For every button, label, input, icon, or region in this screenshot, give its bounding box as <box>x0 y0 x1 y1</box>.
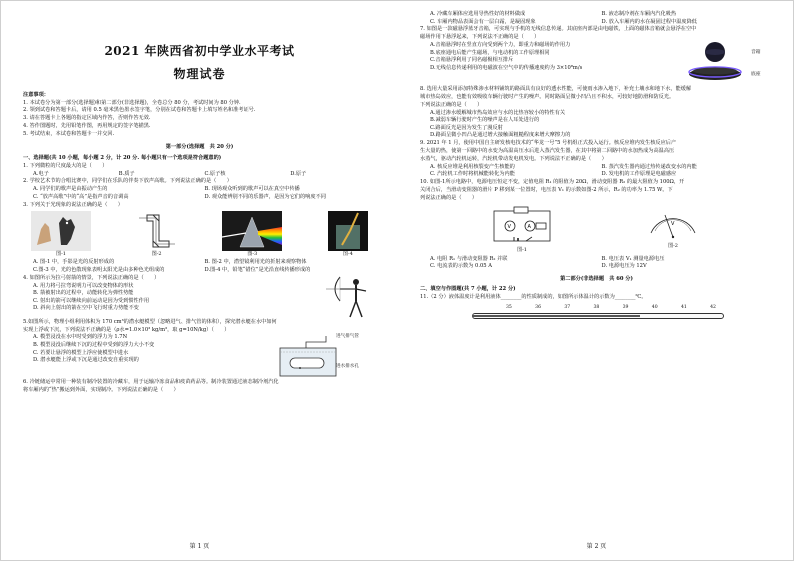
voltmeter-figure <box>643 203 703 254</box>
question-9-cont: 水蒸气，驱动汽轮机运转，汽轮机带动发电机发电。下列说法不正确的是（ ） <box>420 155 607 162</box>
question-6: 6. 冷链储运中常用一种装有制冷装置的冷藏车，用于运输冷冻食品和疫苗药品等。制冷装置通过液态制冷剂汽化 <box>23 378 279 385</box>
question-7-cont: 磁场作用下悬浮起来，下列说法不正确的是（ ） <box>420 34 540 41</box>
figure-caption: 图-1 <box>56 251 66 258</box>
question-10-figures <box>420 203 773 254</box>
option: D.无线信息传递利用的电磁波在空气中的传播速度约为 3×10⁸m/s <box>430 64 583 71</box>
option: C. 若要让悬浮的模型上浮应使模型中进水 <box>33 349 129 356</box>
option: A. 电阻 R₁ 与滑动变阻器 R₂ 并联 <box>430 255 508 262</box>
option: B. 图-2 中，潜望镜利用光的折射来观察物体 <box>204 259 307 266</box>
question-5-block <box>23 334 376 378</box>
option: D. 潜水艇能上浮或下沉是通过改变自重实现的 <box>33 357 139 364</box>
option: A.音箱悬浮时在竖直方向受到两个力，即重力和磁场的作用力 <box>430 42 571 49</box>
notes-heading: 注意事项： <box>23 91 49 98</box>
question-4-options <box>23 283 326 313</box>
option: D. 观众能辨别不同的乐器声，是因为它们的响度不同 <box>204 193 326 200</box>
question-3: 3. 下列关于光现象的说法正确的是（ ） <box>23 201 123 208</box>
option: D.路面呈微小凹凸是通过增大接触面粗糙程度来增大摩擦力的 <box>430 132 571 139</box>
option: A. 模型浸没在水中时受到的浮力为 1.7N <box>33 334 128 341</box>
option: C. 射出的箭可以继续向前运动是因为受到惯性作用 <box>33 297 150 304</box>
figure-caption: 图-3 <box>247 251 258 258</box>
figure-caption: 图-1 <box>517 247 527 254</box>
option: C.图-3 中，光的色散现象表明太阳光是由多种色光组成的 <box>33 266 165 273</box>
question-7-block <box>420 42 773 86</box>
question-3-options <box>23 259 376 274</box>
option: C. “放声高歌”中的“高”是指声音的音调高 <box>33 193 129 200</box>
question-6-options <box>420 11 773 26</box>
question-3-figures <box>23 211 376 258</box>
section-2-heading: 二、填空与作图题(共 7 小题，计 22 分) <box>420 286 516 293</box>
submarine-figure <box>276 334 376 378</box>
question-9-options <box>420 164 773 179</box>
tick-label: 39 <box>622 305 629 311</box>
figure-caption: 图-2 <box>151 251 162 258</box>
question-8-cont: 下列说法正确的是（ ） <box>420 101 483 108</box>
note-item: 2. 领到试卷和答题卡后，请用 0.5 毫米黑色墨水签字笔，分别在试卷和答题卡上填写姓名和准考证号. <box>23 107 256 114</box>
exam-title: 2021 年陕西省初中学业水平考试 <box>104 44 295 58</box>
option: A. 图-1 中，手影是光的反射形成的 <box>33 259 115 266</box>
tick-label: 37 <box>564 305 571 311</box>
figure-label: 进水排水孔 <box>336 364 359 370</box>
question-10-cont: 关闭合后，当滑动变阻器的滑片 P 移到某一位置时，电压表 V₁ 的示数如图-2 所示，R₂ 的功率为 1.75 W。下 <box>420 186 673 193</box>
tick-label: 41 <box>680 305 687 311</box>
question-8: 8. 选用大量采用添加特殊渗水材料铺筑的路面具有良好的透水性能，可使雨水渗入地下，补充土壤水和地下水，能缓解 <box>420 86 692 93</box>
figure-pencil-in-water <box>328 211 368 258</box>
note-item: 4. 答作图题时，先用铅笔作图，再用规定的签字笔描黑. <box>23 123 151 130</box>
option: A. 同学们的歌声是由振动产生的 <box>33 186 108 193</box>
question-9-cont: 生大量的热，使第一回路中的水变为高温高压水后进入蒸汽发生器，在其中将第二回路中的水加热成为高温高压 <box>420 148 675 155</box>
question-8-options <box>420 110 773 140</box>
question-8-cont: 城市热岛效应，也能有效吸收车辆行驶时产生的噪声。同时路面呈微小凹凸且不积水，可较好地防滑和防反光。 <box>420 94 675 101</box>
option: B. 蒸汽发生器内通过热传递改变水的内能 <box>601 163 697 170</box>
part-1-heading: 第一部分(选择题 共 20 分) <box>165 144 234 151</box>
question-10-options <box>420 256 773 271</box>
option: B. 液态制冷剂在车厢内汽化吸热 <box>601 11 677 17</box>
option: C.路面反光是因为发生了漫反射 <box>430 124 503 131</box>
option: C.原子核 <box>204 170 226 177</box>
question-2: 2. 学校艺术节的合唱比赛中，同学们在乐队的伴奏下放声高歌。下列说法正确的是（ ） <box>23 178 232 185</box>
question-11: 11.（2 分）液体温度计是利用液体________的性质制成的，如图所示体温计的示数为________℃。 <box>420 293 647 300</box>
tick-label: 38 <box>593 305 600 311</box>
page-number: 第 2 页 <box>586 543 607 551</box>
figure-caption: 图-2 <box>668 243 678 250</box>
option: B. 电压表 V₁ 测量电源电压 <box>601 255 665 262</box>
thermometer-scale <box>506 305 716 313</box>
question-9: 9. 2021 年 1 月，使用中国自主研发核电技术的“华龙一号”5 号机组正式投入运行。核反应堆内发生核反应后产 <box>420 140 677 147</box>
page-number: 第 1 页 <box>189 543 210 551</box>
page-2 <box>398 1 794 561</box>
option: A.电子 <box>33 170 49 177</box>
option: D. 发电机的工作原理是电磁感应 <box>601 171 677 178</box>
exam-subtitle: 物理试卷 <box>173 67 226 82</box>
option: A. 核反应堆是利用核裂变产生核能的 <box>430 163 515 170</box>
option: D. 放入车厢内的水在凝固过程中温度降低 <box>601 18 697 25</box>
option: B.底座通电后能产生磁场，与电动机的工作原理相同 <box>430 49 550 56</box>
option: B.质子 <box>118 170 135 177</box>
question-2-options <box>23 186 376 201</box>
question-4-block <box>23 275 376 319</box>
option: A. 冷藏车厢体应选用导热性好的材料做成 <box>430 11 526 17</box>
question-5-options <box>23 334 276 378</box>
option: C. 车厢内物品表面会有一层白霜，是凝固现象 <box>430 18 536 25</box>
question-7-options <box>420 42 683 86</box>
tick-label: 35 <box>506 305 512 311</box>
part-2-heading: 第二部分(非选择题 共 60 分) <box>560 275 633 282</box>
question-10-cont: 列说法正确的是（ ） <box>420 194 478 201</box>
option: C. 汽轮机工作时将机械能转化为内能 <box>430 171 515 178</box>
figure-hand-shadow <box>31 211 91 258</box>
figure-periscope <box>137 211 177 258</box>
speaker-figure <box>683 42 773 86</box>
figure-label: 底座 <box>751 72 761 78</box>
option: B. 模型浸没后继续下沉的过程中受到的浮力大小不变 <box>33 341 155 348</box>
option: B.减弱车辆行驶时产生的噪声是在人耳处进行的 <box>430 117 540 124</box>
option: A. 用力将弓拉弯说明力可以改变物体的形状 <box>33 282 134 289</box>
tick-label: 40 <box>651 305 658 311</box>
note-item: 5. 考试结束，本试卷和答题卡一并交回. <box>23 130 115 137</box>
note-item: 3. 请在答题卡上各题的指定区域内作答，否则作答无效. <box>23 115 151 122</box>
question-5: 5.如图所示，物理小组利用体积为 170 cm³的潜水艇模型（忽略进气、排气管的体积），探究潜水艇在水中如何 <box>23 318 277 325</box>
question-1: 1. 下列微粒的尺度最大的是（ ） <box>23 162 108 169</box>
option: C.音箱悬浮利用了同名磁极相互排斥 <box>430 57 514 64</box>
option: C. 电流表的示数为 0.05 A <box>430 263 492 270</box>
svg-text:V: V <box>671 221 675 228</box>
option: D. 斜向上射出的箭在空中飞行时重力势能不变 <box>33 305 139 312</box>
svg-text:V: V <box>507 224 511 231</box>
tick-label: 36 <box>535 305 542 311</box>
tick-label: 42 <box>710 305 716 311</box>
circuit-figure <box>490 203 554 254</box>
question-7: 7. 如图是一款磁悬浮蓝牙音箱，可实现与手机的无线信息传递。其底座内部是由电磁铁，上面的磁体音箱就会悬浮在空中 <box>420 26 697 33</box>
question-10: 10. 如图-1所示电路中，电源电压恒定不变，定值电阻 R₁ 的阻值为 20Ω，滑动变阻器 R₂ 的最大阻值为 100Ω，开 <box>420 179 685 186</box>
question-5-cont: 实现上浮或下沉，下列说法不正确的是（ρ水=1.0×10³ kg/m³，取 g=10N/kg）（ ） <box>23 326 230 333</box>
option: D. 电源电压为 12V <box>601 263 647 270</box>
option: D.图-4 中，铅笔“错位”是光沿直线传播形成的 <box>204 266 311 273</box>
figure-label: 进气排气管 <box>336 334 359 340</box>
question-4: 4. 如图所示为拉弓射箭的情景，下列说法正确的是（ ） <box>23 274 160 281</box>
svg-text:A: A <box>527 224 531 231</box>
archer-figure <box>326 275 376 319</box>
option: D.原子 <box>290 170 307 177</box>
thermometer-figure <box>472 305 732 325</box>
note-item: 1. 本试卷分为第一部分(选择题)和第二部分(非选择题)，全卷总分 80 分，考试时间为 80 分钟. <box>23 99 241 106</box>
figure-prism <box>222 211 282 258</box>
question-6-cont: 将车厢内的“热”搬运到外面，实现制冷。下列说法正确的是（ ） <box>23 386 179 393</box>
option: B. 现场观众听到的歌声可以在真空中传播 <box>204 186 300 193</box>
option: B. 箭被射出的过程中，动能转化为弹性势能 <box>33 290 134 297</box>
page-1 <box>1 1 398 561</box>
section-1-heading: 一、选择题(共 10 小题，每小题 2 分，计 20 分. 每小题只有一个选项是符合题意的) <box>23 154 222 161</box>
figure-label: 音箱 <box>751 50 761 56</box>
figure-caption: 图-4 <box>343 251 353 258</box>
option: A.通过渗水缓解城市热岛效应与水的比热容较小的特性有关 <box>430 109 566 116</box>
